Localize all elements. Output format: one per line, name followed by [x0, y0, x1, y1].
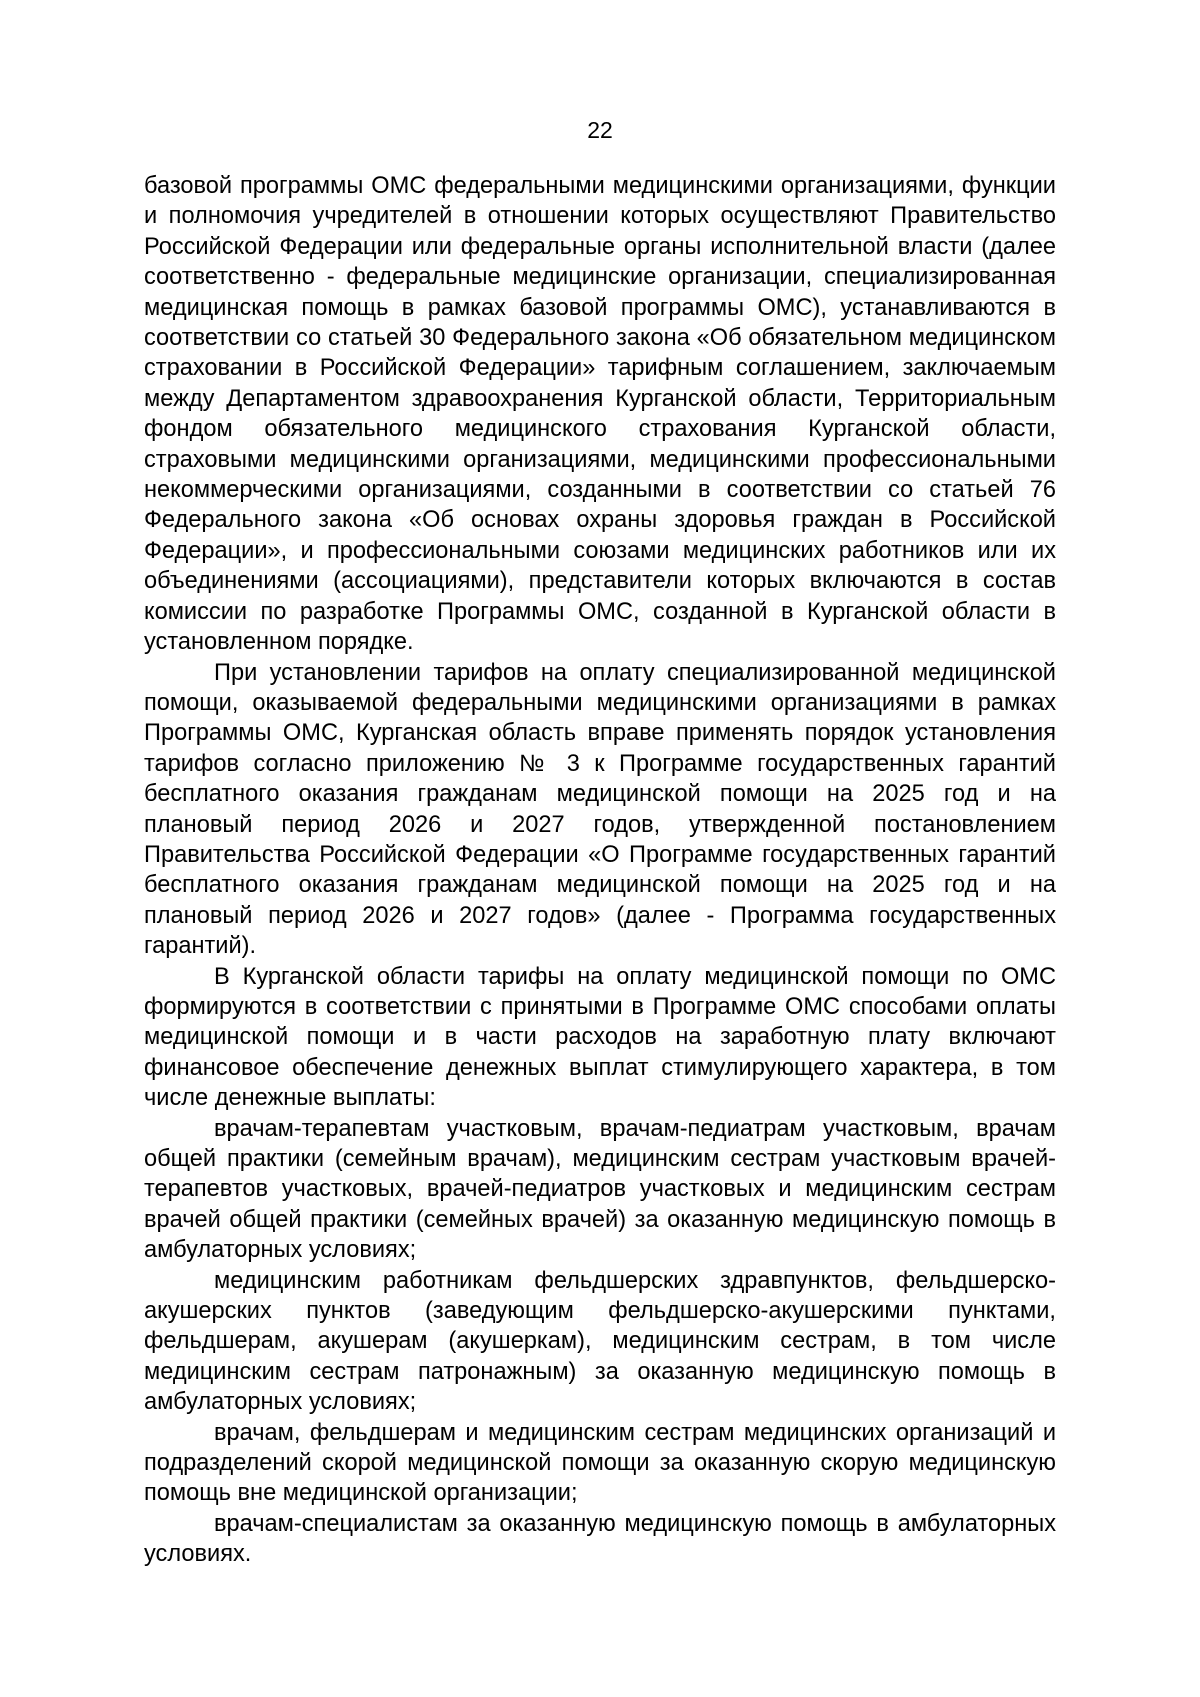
paragraph-tariff-federal: При установлении тарифов на оплату специализированной медицинской помощи, оказываемой федеральными медицинскими организациями в рамках Программы ОМС, Курганская область вправе применять порядок установления тарифов согласно приложению № 3 к Программе государственных гарантий бесплатного оказания гражданам медицинской помощи на 2025 год и на плановый период 2026 и 2027 годов, утвержденной постановлением Правительства Российской Федерации «О Программе государственных гарантий бесплатного оказания гражданам медицинской помощи на 2025 год и на плановый период 2026 и 2027 годов» (далее - Программа государственных гарантий).: [144, 659, 1056, 960]
list-item-feldsher-points: медицинским работникам фельдшерских здравпунктов, фельдшерско-акушерских пунктов (заведующим фельдшерско-акушерскими пунктами, фельдшерам, акушерам (акушеркам), медицинским сестрам, в том числе медицинским сестрам патронажным) за оказанную медицинскую помощь в амбулаторных условиях;: [144, 1267, 1056, 1416]
list-item-emergency: врачам, фельдшерам и медицинским сестрам медицинских организаций и подразделений скорой медицинской помощи за оказанную скорую медицинскую помощь вне медицинской организации;: [144, 1419, 1056, 1507]
list-item-therapists: врачам-терапевтам участковым, врачам-педиатрам участковым, врачам общей практики (семейным врачам), медицинским сестрам участковым врачей-терапевтов участковых, врачей-педиатров участковых и медицинским сестрам врачей общей практики (семейных врачей) за оказанную медицинскую помощь в амбулаторных условиях;: [144, 1115, 1056, 1264]
document-body: [144, 171, 1056, 1570]
paragraph-tariff-kurgan: В Курганской области тарифы на оплату медицинской помощи по ОМС формируются в соответствии с принятыми в Программе ОМС способами оплаты медицинской помощи и в части расходов на заработную плату включают финансовое обеспечение денежных выплат стимулирующего характера, в том числе денежные выплаты:: [144, 963, 1056, 1112]
list-item-specialists: врачам-специалистам за оказанную медицинскую помощь в амбулаторных условиях.: [144, 1510, 1056, 1568]
page-number: 22: [587, 117, 613, 143]
paragraph-continuation: базовой программы ОМС федеральными медицинскими организациями, функции и полномочия учредителей в отношении которых осуществляют Правительство Российской Федерации или федеральные органы исполнительной власти (далее соответственно - федеральные медицинские организации, специализированная медицинская помощь в рамках базовой программы ОМС), устанавливаются в соответствии со статьей 30 Федерального закона «Об обязательном медицинском страховании в Российской Федерации» тарифным соглашением, заключаемым между Департаментом здравоохранения Курганской области, Территориальным фондом обязательного медицинского страхования Курганской области, страховыми медицинскими организациями, медицинскими профессиональными некоммерческими организациями, созданными в соответствии со статьей 76 Федерального закона «Об основах охраны здоровья граждан в Российской Федерации», и профессиональными союзами медицинских работников или их объединениями (ассоциациями), представители которых включаются в состав комиссии по разработке Программы ОМС, созданной в Курганской области в установленном порядке.: [144, 173, 1056, 656]
